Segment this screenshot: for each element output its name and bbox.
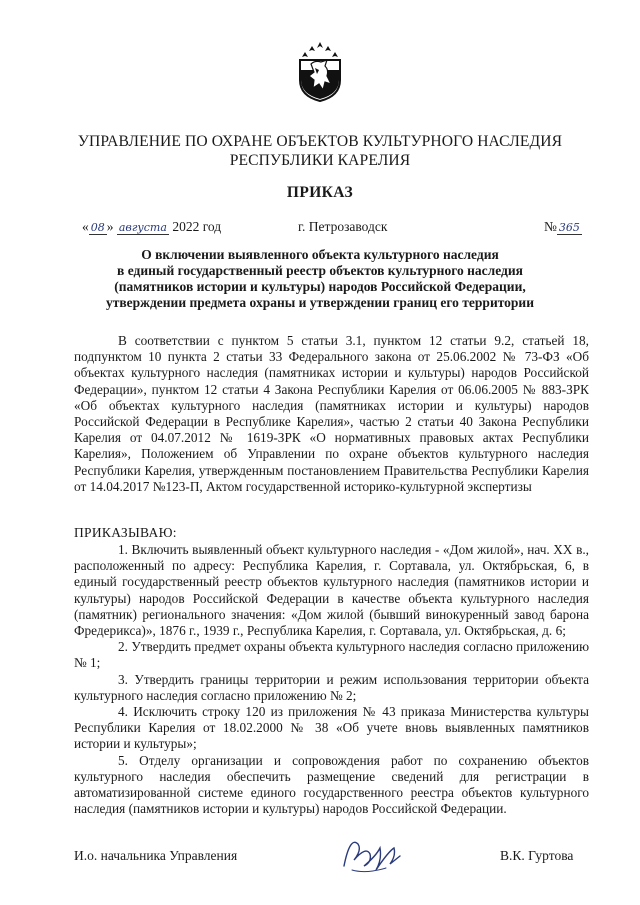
organization-name-line1: УПРАВЛЕНИЕ ПО ОХРАНЕ ОБЪЕКТОВ КУЛЬТУРНОГО НАСЛЕДИЯ [77,133,563,150]
date-close-quote: » [106,219,114,234]
order-item-2: 2. Утвердить предмет охраны объекта культурного наследия согласно приложению № 1; [74,639,589,671]
preamble-paragraph: В соответствии с пунктом 5 статьи 3.1, пунктом 12 статьи 9.2, статьей 18, подпунктом 10 пункта 2 статьи 33 Федерального закона от 25.06.2002 № 73-ФЗ «Об объектах культурного наследия (памятниках истории и культуры) народов Российской Федерации», пунктом 12 статьи 4 Закона Республики Карелия от 06.06.2005 № 883-ЗРК «Об объектах культурного наследия (памятниках истории и культуры) народов Российской Федерации в Республике Карелия», частью 2 статьи 40 Закона Республики Карелия от 04.07.2012 № 1619-ЗРК «О нормативных правовых актах Республики Карелия», Положением об Управлении по охране объектов культурного наследия Республики Карелия, утвержденным постановлением Правительства Республики Карелия от 14.04.2017 №123-П, Актом государственной историко-культурной экспертизы [74,333,589,494]
order-heading [90,247,550,311]
date-month: августа [118,221,167,234]
handwritten-signature-icon [336,826,408,882]
signatory-name: В.К. Гуртова [500,848,574,863]
date-day: 08 [90,221,105,234]
karelia-coat-of-arms-icon [297,40,343,102]
order-item-3: 3. Утвердить границы территории и режим использования территории объекта культурного наследия согласно приложению № 2; [74,671,589,703]
order-number-value: 365 [558,221,580,234]
order-date [82,219,221,235]
order-heading-line4: утверждении предмета охраны и утверждении границ его территории [106,295,534,310]
order-word: ПРИКАЗЫВАЮ: [74,525,177,540]
order-items [74,542,589,817]
organization-name-line2: РЕСПУБЛИКИ КАРЕЛИЯ [229,152,411,169]
order-city: г. Петрозаводск [298,219,388,234]
date-open-quote: « [82,219,89,234]
order-item-1: 1. Включить выявленный объект культурного наследия - «Дом жилой», нач. XX в., расположенный по адресу: Республика Карелия, г. Сортавала, ул. Октябрьская, 6, в единый государственный реестр объектов культурного наследия (памятников истории и культуры) народов Российской Федерации в качестве объекта культурного наследия (памятник) регионального значения: «Дом жилой (бывший винокуренный завод барона Фредерикса)», 1876 г., 1939 г., Республика Карелия, г. Сортавала, ул. Октябрьская, д. 6; [74,542,589,639]
date-year: 2022 год [172,219,222,234]
order-item-4: 4. Исключить строку 120 из приложения № 43 приказа Министерства культуры Республики Карелия от 18.02.2000 № 38 «Об учете вновь выявленных памятников истории и культуры»; [74,704,589,752]
order-heading-line1: О включении выявленного объекта культурного наследия [141,247,499,262]
signatory-position: И.о. начальника Управления [74,848,238,863]
order-heading-line2: в единый государственный реестр объектов культурного наследия [117,263,523,278]
order-heading-line3: (памятников истории и культуры) народов Российской Федерации, [114,279,526,294]
organization-name [60,132,580,170]
order-number-prefix: № [544,219,557,234]
document-type: ПРИКАЗ [286,184,354,201]
order-item-5: 5. Отделу организации и сопровождения работ по сохранению объектов культурного наследия обеспечить размещение сведений для регистрации в автоматизированной системе единого государственного реестра объектов культурного наследия (памятников истории и культуры) народов Российской Федерации. [74,752,589,817]
order-number [544,219,582,235]
